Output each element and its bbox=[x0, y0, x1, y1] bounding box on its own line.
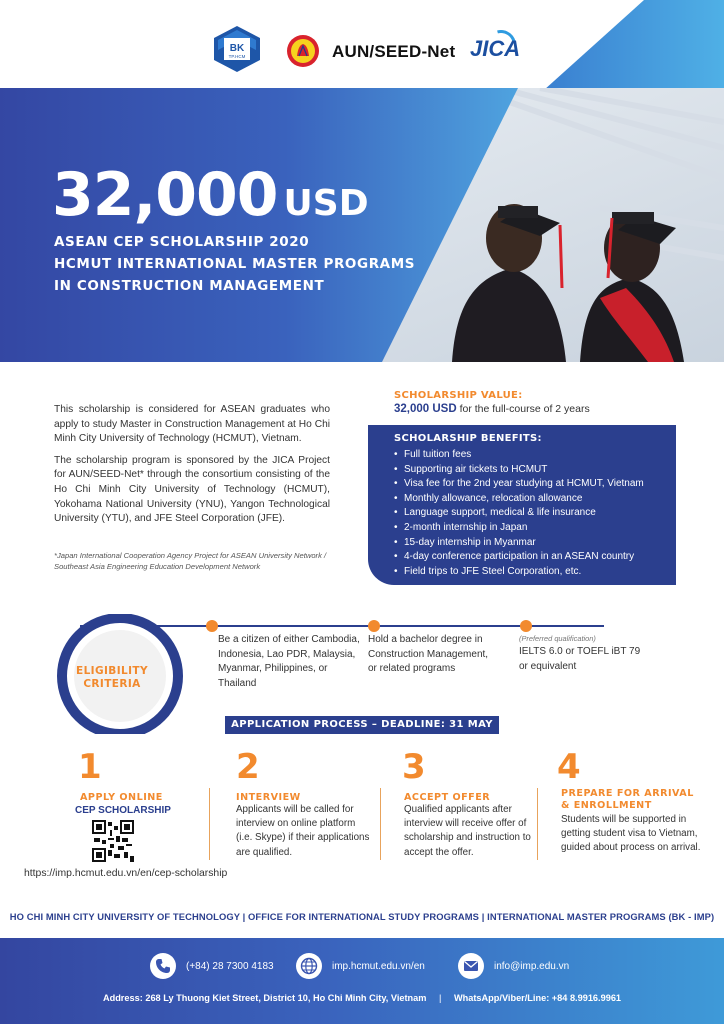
eligibility-title bbox=[66, 665, 158, 691]
benefit-item: • Visa fee for the 2nd year studying at HCMUT, Vietnam bbox=[394, 477, 676, 492]
step-4-title bbox=[561, 788, 694, 812]
contact-phone[interactable] bbox=[150, 953, 274, 979]
phone-icon bbox=[150, 953, 176, 979]
benefits-title: SCHOLARSHIP BENEFITS: bbox=[394, 433, 542, 444]
step-1-number: 1 bbox=[78, 747, 102, 787]
contact-email-text: info@imp.edu.vn bbox=[494, 960, 570, 972]
step-desc-line: guided about process on arrival. bbox=[561, 842, 701, 854]
intro-paragraph-1: This scholarship is considered for ASEAN graduates who apply to study Master in Construction Management at Ho Chi Minh City University of Technology (HCMUT), Vietnam. bbox=[54, 404, 330, 445]
criterion-note: (Preferred qualification) bbox=[519, 634, 596, 643]
benefits-list bbox=[394, 448, 676, 579]
step-divider bbox=[209, 788, 210, 860]
benefit-item: • 15-day internship in Myanmar bbox=[394, 536, 676, 551]
step-desc-line: scholarship and instruction to bbox=[404, 832, 531, 844]
scholarship-benefits-box bbox=[368, 425, 676, 585]
contact-website[interactable] bbox=[296, 953, 425, 979]
criterion-line: Construction Management, bbox=[368, 648, 489, 660]
address-separator: | bbox=[439, 993, 442, 1003]
mail-icon bbox=[458, 953, 484, 979]
scholarship-value-suffix: for the full-course of 2 years bbox=[459, 403, 590, 415]
criterion-line: Hold a bachelor degree in bbox=[368, 634, 483, 645]
step-divider bbox=[537, 788, 538, 860]
intro-paragraph-2: The scholarship program is sponsored by the JICA Project for AUN/SEED-Net* through the consortium consisting of the Ho Chi Minh City University of Technology (HCMUT), Yokohama National University (YNU), Yangon Technological University (YTU), and JFE Steel Corporation (JFE). bbox=[54, 454, 330, 525]
criterion-citizenship bbox=[218, 633, 360, 691]
criterion-line: IELTS 6.0 or TOEFL iBT 79 bbox=[519, 646, 641, 657]
criteria-dot bbox=[368, 620, 380, 632]
benefit-item: • 4-day conference participation in an ASEAN country bbox=[394, 550, 676, 565]
step-desc-line: getting student visa to Vietnam, bbox=[561, 828, 698, 840]
intro-text bbox=[54, 403, 330, 534]
criterion-language bbox=[519, 633, 640, 674]
benefit-item: • Field trips to JFE Steel Corporation, etc. bbox=[394, 565, 676, 580]
criterion-line: Myanmar, Philippines, or bbox=[218, 663, 328, 675]
hero-amount-currency: USD bbox=[283, 183, 369, 224]
step-4-title-line: PREPARE FOR ARRIVAL bbox=[561, 788, 694, 799]
step-3-number: 3 bbox=[402, 747, 426, 787]
step-desc-line: Qualified applicants after bbox=[404, 804, 512, 815]
hero-banner bbox=[0, 88, 724, 362]
contact-phone-text: (+84) 28 7300 4183 bbox=[186, 960, 274, 972]
address-text: Address: 268 Ly Thuong Kiet Street, District 10, Ho Chi Minh City, Vietnam bbox=[102, 993, 427, 1003]
step-4-title-line: & ENROLLMENT bbox=[561, 800, 652, 811]
contact-email[interactable] bbox=[458, 953, 569, 979]
hero-title-line-3: IN CONSTRUCTION MANAGEMENT bbox=[54, 278, 325, 294]
step-desc-line: (i.e. Skype) if their applications bbox=[236, 832, 370, 844]
application-process-banner: APPLICATION PROCESS – DEADLINE: 31 MAY 2020 bbox=[225, 716, 499, 734]
eligibility-title-line-1: ELIGIBILITY bbox=[76, 665, 148, 677]
criterion-line: or related programs bbox=[368, 663, 456, 675]
aun-seed-net-logo: AUN/SEED-Net bbox=[332, 42, 456, 61]
step-divider bbox=[380, 788, 381, 860]
step-2-number: 2 bbox=[236, 747, 260, 787]
step-desc-line: Students will be supported in bbox=[561, 814, 687, 825]
bk-university-logo bbox=[212, 26, 262, 72]
criterion-line: or equivalent bbox=[519, 660, 577, 672]
criterion-line: Thailand bbox=[218, 677, 257, 689]
qr-code-icon[interactable] bbox=[92, 820, 134, 862]
hero-title-line-2: HCMUT INTERNATIONAL MASTER PROGRAMS bbox=[54, 256, 416, 272]
jica-logo: JICA bbox=[470, 36, 521, 61]
step-desc-line: accept the offer. bbox=[404, 846, 474, 858]
footer-contact-bar bbox=[0, 938, 724, 1024]
step-3-description bbox=[404, 803, 531, 860]
step-2-description bbox=[236, 803, 369, 860]
step-1-subtitle: CEP SCHOLARSHIP bbox=[75, 805, 171, 816]
benefit-item: • 2-month internship in Japan bbox=[394, 521, 676, 536]
scholarship-value-amount: 32,000 USD bbox=[394, 403, 457, 415]
criteria-dot bbox=[520, 620, 532, 632]
footer-address-line bbox=[0, 993, 724, 1003]
hero-amount bbox=[52, 160, 369, 230]
step-2-title: INTERVIEW bbox=[236, 792, 301, 803]
whatsapp-text: WhatsApp/Viber/Line: +84 8.9916.9961 bbox=[453, 993, 622, 1003]
step-desc-line: Applicants will be called for bbox=[236, 804, 354, 815]
benefit-item: • Monthly allowance, relocation allowance bbox=[394, 492, 676, 507]
hero-title-line-1: ASEAN CEP SCHOLARSHIP 2020 bbox=[54, 234, 310, 250]
step-4-description bbox=[561, 813, 700, 856]
step-4-number: 4 bbox=[557, 747, 581, 787]
footer-organization-line: HO CHI MINH CITY UNIVERSITY OF TECHNOLOGY | OFFICE FOR INTERNATIONAL STUDY PROGRAMS | INTERNATIONAL MASTER PROGRAMS (BK - IMP) bbox=[9, 911, 715, 922]
step-desc-line: interview on online platform bbox=[236, 818, 356, 830]
benefit-item: • Full tuition fees bbox=[394, 448, 676, 463]
svg-text:TP.HCM: TP.HCM bbox=[228, 54, 246, 59]
intro-footnote: *Japan International Cooperation Agency Project for ASEAN University Network / Southeast Asia Engineering Education Development Network bbox=[54, 551, 327, 571]
scholarship-value-line bbox=[394, 403, 590, 415]
criterion-degree bbox=[368, 633, 488, 677]
step-1-title: APPLY ONLINE bbox=[80, 792, 163, 803]
globe-icon bbox=[296, 953, 322, 979]
criteria-dot bbox=[206, 620, 218, 632]
svg-text:BK: BK bbox=[229, 43, 245, 54]
asean-logo bbox=[286, 34, 320, 68]
step-3-title: ACCEPT OFFER bbox=[404, 792, 491, 803]
eligibility-title-line-2: CRITERIA bbox=[83, 678, 141, 690]
criterion-line: Indonesia, Lao PDR, Malaysia, bbox=[218, 648, 356, 660]
logo-bar bbox=[0, 0, 724, 90]
criterion-line: Be a citizen of either Cambodia, bbox=[218, 634, 360, 645]
apply-online-link[interactable]: https://imp.hcmut.edu.vn/en/cep-scholarship bbox=[24, 868, 228, 879]
step-desc-line: are qualified. bbox=[236, 846, 293, 858]
scholarship-value-label: SCHOLARSHIP VALUE: bbox=[394, 390, 523, 401]
hero-amount-number: 32,000 bbox=[52, 160, 278, 230]
contact-website-text: imp.hcmut.edu.vn/en bbox=[332, 960, 425, 972]
benefit-item: • Language support, medical & life insurance bbox=[394, 506, 676, 521]
benefit-item: • Supporting air tickets to HCMUT bbox=[394, 463, 676, 478]
header-corner-shape bbox=[544, 0, 724, 90]
step-desc-line: interview will receive offer of bbox=[404, 818, 527, 830]
